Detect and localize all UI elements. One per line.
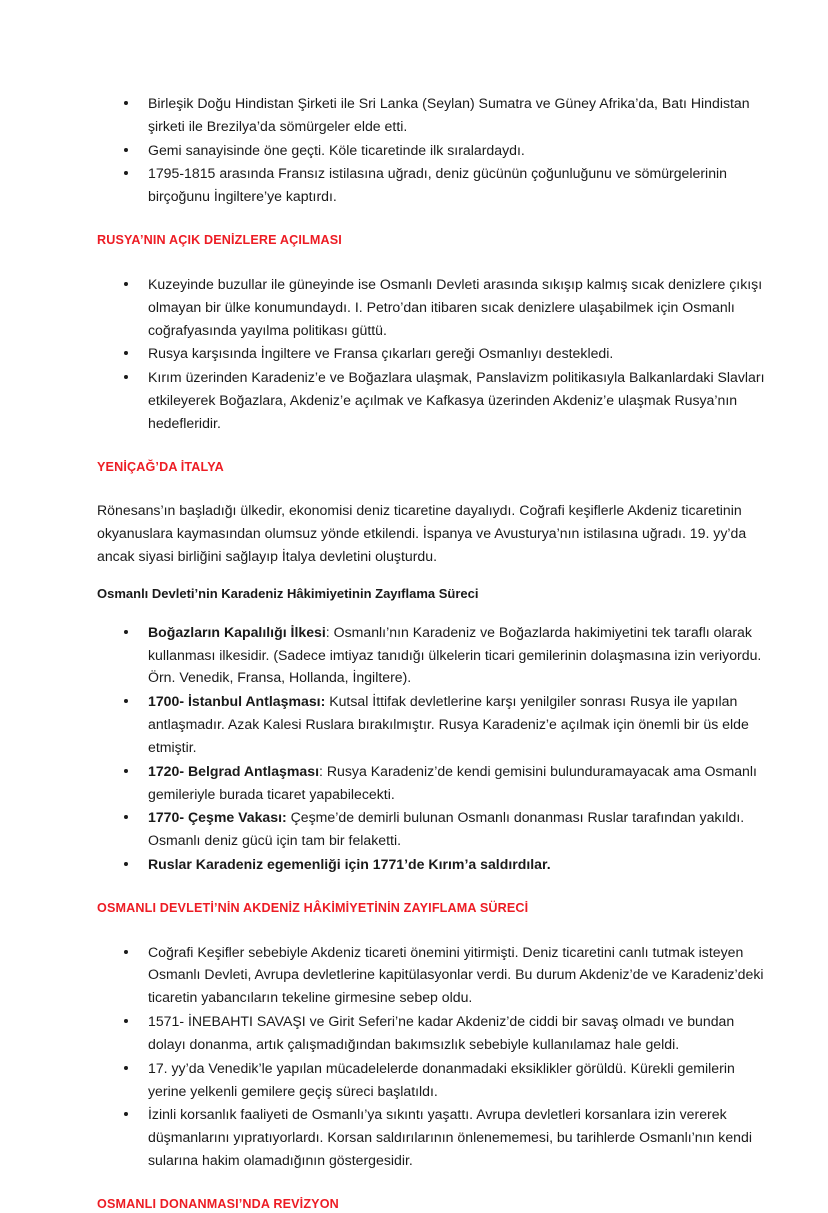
list-item-text: Çeşme’de demirli bulunan Osmanlı donanması Ruslar tarafından yakıldı. Osmanlı deniz gücü için tam bir felaketti. bbox=[148, 809, 745, 849]
spacer bbox=[97, 1173, 775, 1197]
intro-bullet-list bbox=[97, 92, 775, 208]
list-item: Birleşik Doğu Hindistan Şirketi ile Sri Lanka (Seylan) Sumatra ve Güney Afrika’da, Batı Hindistan şirketi ile Brezilya’da sömürgeler elde etti. bbox=[97, 92, 775, 138]
document-content bbox=[97, 92, 775, 1213]
list-item: İzinli korsanlık faaliyeti de Osmanlı’ya sıkıntı yaşattı. Avrupa devletleri korsanlara izin vererek düşmanlarını yıpratıyorlardı. Korsan saldırılarının önlenememesi, bu tarihlerde Osmanlı’nın kendi sularına hakim olamadığının göstergesidir. bbox=[97, 1103, 775, 1171]
list-item bbox=[97, 621, 775, 689]
section-heading-karadeniz: Osmanlı Devleti’nin Karadeniz Hâkimiyetinin Zayıflama Süreci bbox=[97, 585, 479, 601]
list-item bbox=[97, 806, 775, 852]
list-item: 1571- İNEBAHTI SAVAŞI ve Girit Seferi’ne kadar Akdeniz’de ciddi bir savaş olmadı ve bundan dolayı donanma, artık çalışmadığından bakımsızlık sebebiyle kullanılamaz hale geldi. bbox=[97, 1010, 775, 1056]
list-item-text: : Osmanlı’nın Karadeniz ve Boğazlarda hakimiyetini tek taraflı olarak kullanması ilkesidir. (Sadece imtiyaz tanıdığı ülkelerin ticari gemilerinin dolaşmasına izin veriyordu. Örn. Venedik, Fransa, Hollanda, İngiltere). bbox=[148, 623, 762, 686]
section-heading-akdeniz: OSMANLI DEVLETİ’NİN AKDENİZ HÂKİMİYETİNİN ZAYIFLAMA SÜRECİ bbox=[97, 900, 529, 915]
spacer bbox=[97, 249, 775, 273]
list-item bbox=[97, 760, 775, 806]
italya-paragraph: Rönesans’ın başladığı ülkedir, ekonomisi deniz ticaretine dayalıydı. Coğrafi keşiflerle Akdeniz ticaretinin okyanuslara kaymasından olumsuz yönde etkilendi. İspanya ve Avusturya’nın istilasına uğradı. 19. yy’da ancak siyasi birliğini sağlayıp İtalya devletini oluşturdu. bbox=[97, 502, 747, 565]
list-item: Coğrafi Keşifler sebebiyle Akdeniz ticareti önemini yitirmişti. Deniz ticaretini canlı tutmak isteyen Osmanlı Devleti, Avrupa devletlerine kapitülasyonlar verdi. Bu durum Akdeniz’de ve Karadeniz’deki ticaretin yabancıların tekeline girmesine sebep oldu. bbox=[97, 941, 775, 1009]
list-item-text: Kutsal İttifak devletlerine karşı yenilgiler sonrası Rusya ile yapılan antlaşmadır. Azak Kalesi Ruslara bırakılmıştır. Rusya Karadeniz’e açılmak için önemli bir üs elde etmiştir. bbox=[148, 693, 749, 755]
list-item-lead: 1720- Belgrad Antlaşması bbox=[148, 762, 320, 779]
karadeniz-bullet-list bbox=[97, 621, 775, 876]
list-item-lead: Ruslar Karadeniz egemenliği için 1771’de Kırım’a saldırdılar. bbox=[148, 856, 551, 873]
list-item: Kuzeyinde buzullar ile güneyinde ise Osmanlı Devleti arasında sıkışıp kalmış sıcak denizlere çıkışı olmayan bir ülke konumundaydı. I. Petro’dan itibaren sıcak denizlere ulaşabilmek için Osmanlı coğrafyasında yayılma politikası güttü. bbox=[97, 273, 775, 341]
list-item: Rusya karşısında İngiltere ve Fransa çıkarları gereği Osmanlıyı destekledi. bbox=[97, 342, 775, 365]
rusya-bullet-list bbox=[97, 273, 775, 435]
list-item: Kırım üzerinden Karadeniz’e ve Boğazlara ulaşmak, Panslavizm politikasıyla Balkanlardaki Slavları etkileyerek Boğazlara, Akdeniz’e açılmak ve Kafkasya üzerinden Akdeniz’e ulaşmak Rusya’nın hedefleridir. bbox=[97, 366, 775, 434]
spacer bbox=[97, 877, 775, 901]
list-item: 1795-1815 arasında Fransız istilasına uğradı, deniz gücünün çoğunluğunu ve sömürgelerinin birçoğunu İngiltere’ye kaptırdı. bbox=[97, 162, 775, 208]
spacer bbox=[97, 436, 775, 460]
list-item: 17. yy’da Venedik’le yapılan mücadelelerde donanmadaki eksiklikler görüldü. Kürekli gemilerin yerine yelkenli gemilere geçiş süreci başlatıldı. bbox=[97, 1057, 775, 1103]
section-heading-revizyon: OSMANLI DONANMASI’NDA REVİZYON bbox=[97, 1196, 339, 1211]
list-item-lead: Boğazların Kapalılığı İlkesi bbox=[148, 623, 326, 640]
akdeniz-bullet-list bbox=[97, 941, 775, 1172]
list-item-lead: 1700- İstanbul Antlaşması: bbox=[148, 693, 326, 710]
spacer bbox=[97, 568, 775, 586]
section-heading-italya: YENİÇAĞ’DA İTALYA bbox=[97, 459, 224, 474]
spacer bbox=[97, 209, 775, 233]
list-item bbox=[97, 853, 775, 876]
list-item-lead: 1770- Çeşme Vakası: bbox=[148, 809, 287, 826]
spacer bbox=[97, 917, 775, 941]
section-heading-rusya: RUSYA’NIN AÇIK DENİZLERE AÇILMASI bbox=[97, 233, 342, 248]
spacer bbox=[97, 475, 775, 499]
spacer bbox=[97, 603, 775, 621]
list-item bbox=[97, 690, 775, 758]
list-item-text: : Rusya Karadeniz’de kendi gemisini bulunduramayacak ama Osmanlı gemileriyle burada ticaret yapabilecekti. bbox=[148, 762, 757, 802]
list-item: Gemi sanayisinde öne geçti. Köle ticaretinde ilk sıralardaydı. bbox=[97, 139, 775, 162]
